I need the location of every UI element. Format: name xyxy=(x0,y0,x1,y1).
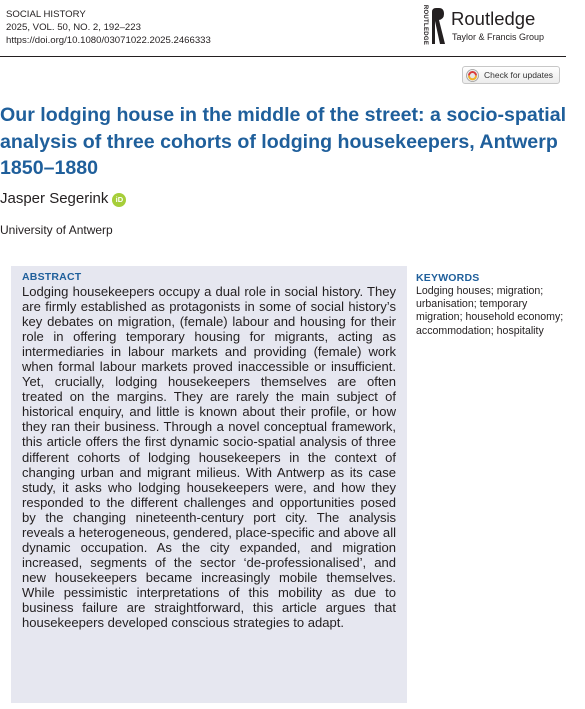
journal-volume-info: 2025, VOL. 50, NO. 2, 192–223 xyxy=(6,22,141,34)
check-for-updates-button[interactable] xyxy=(462,66,560,84)
crossmark-icon xyxy=(466,69,479,82)
author-name[interactable]: Jasper Segerink xyxy=(0,190,109,207)
check-for-updates-label: Check for updates xyxy=(484,70,553,80)
routledge-logo-icon xyxy=(430,6,446,46)
publisher-vertical-text: ROUTLEDGE xyxy=(422,4,429,46)
author-row xyxy=(0,190,126,207)
publisher-vertical-mark xyxy=(420,6,428,46)
abstract-panel xyxy=(11,266,407,703)
journal-doi-link[interactable]: https://doi.org/10.1080/03071022.2025.2466333 xyxy=(6,35,211,47)
journal-name: SOCIAL HISTORY xyxy=(6,9,86,20)
publisher-logo xyxy=(420,4,560,48)
abstract-text: Lodging housekeepers occupy a dual role in social history. They are firmly established as protagonists in some of social history’s key debates on migration, (female) labour and housing for their role in offering temporary housing for migrants, acting as intermediaries in labour markets and providing (female) work when formal labour markets proved inaccessible or insufficient. Yet, crucially, lodging housekeepers themselves are often treated on the margins. They are rarely the main subject of historical enquiry, and little is known about their profile, or how they ran their business. Through a novel conceptual framework, this article offers the first dynamic socio-spatial analysis of three different cohorts of lodging housekeepers in the context of changing urban and migrant milieus. With Antwerp as its case study, it asks who lodging housekeepers were, and how they responded to the different challenges and opportunities posed by the changing nineteenth-century port city. The analysis reveals a heterogeneous, gendered, place-specific and above all dynamic occupation. As the city expanded, and migration increased, segments of the sector ‘de-professionalised’, and new housekeepers became increasingly mobile themselves. While pessimistic interpretations of this mobility as due to business failure are straightforward, this article argues that housekeepers developed conscious strategies to adapt. xyxy=(22,284,396,631)
header-divider xyxy=(0,56,566,57)
orcid-icon[interactable]: iD xyxy=(112,193,126,207)
keywords-panel xyxy=(416,271,564,338)
publisher-subtitle: Taylor & Francis Group xyxy=(452,32,545,42)
author-affiliation: University of Antwerp xyxy=(0,223,113,237)
journal-header xyxy=(6,8,211,48)
article-title: Our lodging house in the middle of the street: a socio-spatial analysis of three cohorts of lodging housekeepers, Antwerp 1850–1880 xyxy=(0,104,567,179)
abstract-heading: ABSTRACT xyxy=(22,271,82,283)
keywords-heading: KEYWORDS xyxy=(416,272,480,284)
keywords-list: Lodging houses; migration; urbanisation; temporary migration; household economy; accommodation; hospitality xyxy=(416,285,564,337)
publisher-name: Routledge xyxy=(451,8,536,29)
